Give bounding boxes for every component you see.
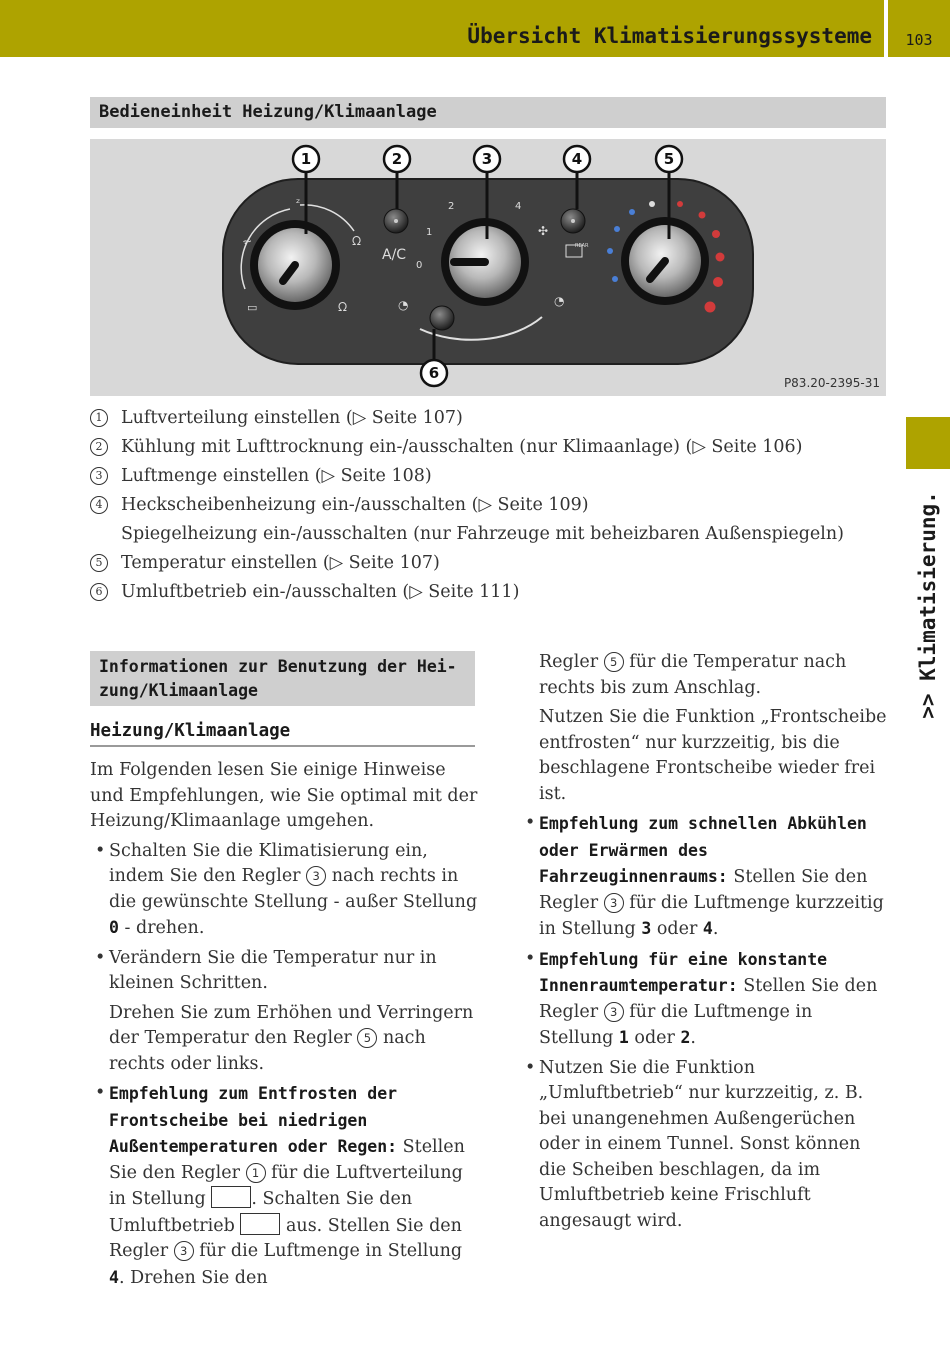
side-tab-label bbox=[906, 485, 950, 725]
bullet-item: • Schalten Sie die Klimatisierung ein, indem Sie den Regler 3 nach rechts in die gewünschte Stellung - außer Stellung 0 - drehen. bbox=[90, 839, 480, 942]
intro-paragraph: Im Folgenden lesen Sie einige Hinweise und Empfehlungen, wie Sie optimal mit der Heizung/Klimaanlage umgehen. bbox=[90, 760, 478, 831]
figure-code: P83.20-2395-31 bbox=[783, 376, 880, 390]
svg-text:2: 2 bbox=[448, 201, 455, 212]
svg-text:ᶻ: ᶻ bbox=[296, 196, 301, 210]
legend-item: 3 Luftmenge einstellen (▷ Seite 108) bbox=[90, 462, 890, 491]
legend-item: 1 Luftverteilung einstellen (▷ Seite 107) bbox=[90, 404, 890, 433]
subheading-heating-ac: Heizung/Klimaanlage bbox=[90, 721, 475, 747]
page-title: Übersicht Klimatisierungssysteme bbox=[467, 24, 872, 48]
ac-label: A/C bbox=[382, 247, 407, 263]
bullet-item: • Verändern Sie die Temperatur nur in kleinen Schritten. bbox=[90, 946, 480, 997]
legend-item: 6 Umluftbetrieb ein-/ausschalten (▷ Seite 111) bbox=[90, 578, 890, 607]
control-panel-illustration bbox=[90, 139, 886, 396]
side-tab-marker bbox=[906, 417, 950, 469]
bullet-item: • Empfehlung für eine konstante Innenraumtemperatur: Stellen Sie den Regler 3 für die Luftmenge in Stellung 1 oder 2. bbox=[520, 947, 890, 1052]
svg-text:◔: ◔ bbox=[398, 298, 409, 312]
recirculation-symbol-icon bbox=[240, 1213, 280, 1235]
legend-item: 5 Temperatur einstellen (▷ Seite 107) bbox=[90, 549, 890, 578]
bullet-item: • Empfehlung zum Entfrosten der Frontscheibe bei niedrigen Außentemperaturen oder Regen: Stellen Sie den Regler 1 für die Luftverteilung in Stellung . Schalten Sie den Umluftbetrieb aus. Stellen Sie den Regler 3 für die Luftmenge in Stellung 4. Drehen Sie den bbox=[90, 1081, 480, 1291]
svg-text:▭: ▭ bbox=[247, 301, 258, 314]
svg-text:⩫: ⩫ bbox=[242, 234, 253, 248]
callout-1: 1 bbox=[300, 150, 312, 168]
callout-6: 6 bbox=[428, 364, 440, 382]
callout-4: 4 bbox=[571, 150, 583, 168]
left-column-text bbox=[90, 758, 480, 1295]
svg-text:0: 0 bbox=[416, 260, 423, 271]
svg-text:✣: ✣ bbox=[538, 224, 549, 238]
bullet-item: • Empfehlung zum schnellen Abkühlen oder Erwärmen des Fahrzeuginnenraums: Stellen Sie den Regler 3 für die Luftmenge kurzzeitig in Stellung 3 oder 4. bbox=[520, 811, 890, 943]
indented-paragraph: Drehen Sie zum Erhöhen und Verringern der Temperatur den Regler 5 nach rechts oder links. bbox=[109, 1002, 474, 1074]
svg-text:◔: ◔ bbox=[554, 294, 565, 308]
side-tab-text: >> Klimatisierung. bbox=[916, 491, 940, 719]
svg-text:REAR: REAR bbox=[575, 243, 589, 249]
svg-text:ᘯ: ᘯ bbox=[352, 234, 362, 248]
svg-text:ᘯ: ᘯ bbox=[338, 300, 348, 314]
recirculation-lever bbox=[430, 306, 454, 330]
continued-paragraph: Regler 5 für die Temperatur nach rechts bis zum Anschlag. bbox=[539, 652, 847, 698]
section-heading-control-unit: Bedieneinheit Heizung/Klimaanlage bbox=[90, 97, 886, 128]
legend-item: 2 Kühlung mit Lufttrocknung ein-/ausschalten (nur Klimaanlage) (▷ Seite 106) bbox=[90, 433, 890, 462]
callout-5: 5 bbox=[663, 150, 675, 168]
svg-text:4: 4 bbox=[515, 201, 522, 212]
defrost-symbol-icon bbox=[211, 1186, 251, 1208]
callout-2: 2 bbox=[391, 150, 403, 168]
legend-item: 4 Heckscheibenheizung ein-/ausschalten (▷ Seite 109) bbox=[90, 491, 890, 520]
page-header bbox=[0, 0, 950, 57]
section-heading-usage-info: Informationen zur Benutzung der Hei- zung/Klimaanlage bbox=[90, 651, 475, 706]
page-number: 103 bbox=[905, 31, 933, 49]
legend-item: Spiegelheizung ein-/ausschalten (nur Fahrzeuge mit beheizbaren Außenspiegeln) bbox=[121, 524, 844, 544]
callout-3: 3 bbox=[481, 150, 493, 168]
indented-paragraph: Nutzen Sie die Funktion „Frontscheibe entfrosten“ nur kurzzeitig, bis die beschlagene Frontscheibe wieder frei ist. bbox=[539, 707, 887, 804]
bullet-item: • Nutzen Sie die Funktion „Umluftbetrieb“ nur kurzzeitig, z. B. bei unangenehmen Außengerüchen oder in einem Tunnel. Sonst können die Scheiben beschlagen, da im Umluftbetrieb keine Frischluft angesaugt wird. bbox=[520, 1056, 890, 1235]
right-column-text bbox=[520, 650, 890, 1238]
figure-legend bbox=[90, 404, 890, 607]
svg-text:1: 1 bbox=[426, 227, 433, 238]
control-panel-figure bbox=[90, 139, 886, 396]
